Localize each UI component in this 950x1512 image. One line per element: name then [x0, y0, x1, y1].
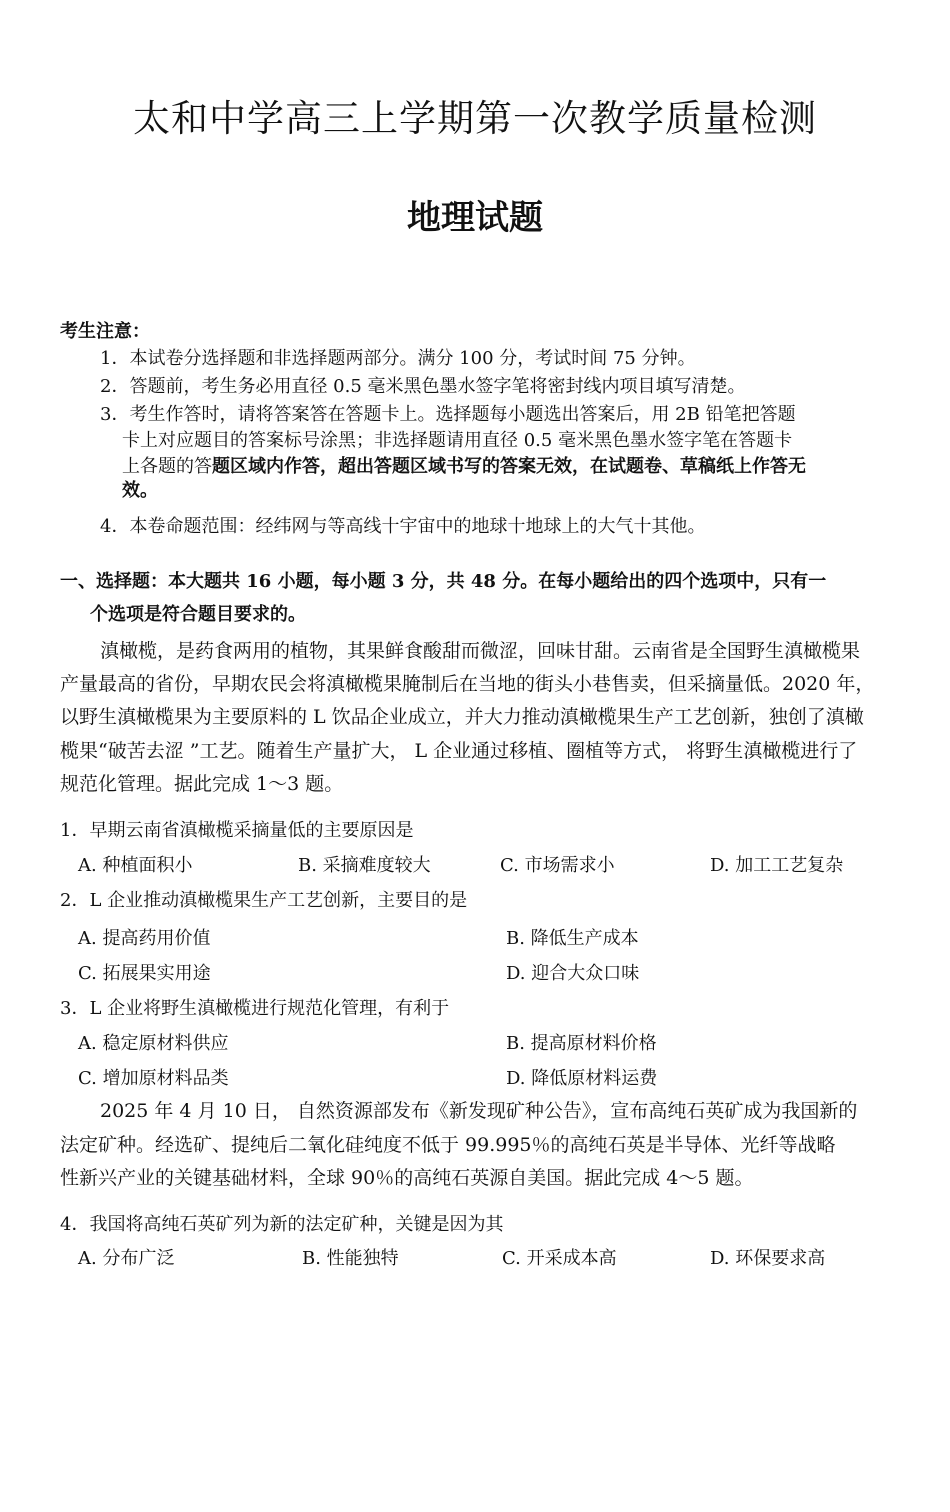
question-4-option-c: C. 开采成本高: [502, 1248, 617, 1269]
passage1-line-1: 滇橄榄，是药食两用的植物，其果鲜食酸甜而微涩，回味甘甜。云南省是全国野生滇橄榄果: [100, 640, 861, 662]
exam-title: 太和中学高三上学期第一次教学质量检测: [133, 97, 817, 140]
section-heading: 一、选择题：本大题共 16 小题，每小题 3 分，共 48 分。在每小题给出的四个选项中，只有一: [60, 571, 827, 592]
question-2-option-c: C. 拓展果实用途: [78, 963, 211, 984]
question-4-option-b: B. 性能独特: [302, 1248, 399, 1269]
notice-item-3-end: 效。: [122, 480, 158, 501]
passage1-line-5: 规范化管理。据此完成 1～3 题。: [60, 773, 344, 795]
passage2-line-2: 法定矿种。经选矿、提纯后二氧化硅纯度不低于 99.995％的高纯石英是半导体、光纤等战略: [60, 1134, 836, 1156]
question-4-option-d: D. 环保要求高: [710, 1248, 826, 1269]
question-3-option-a: A. 稳定原材料供应: [78, 1033, 229, 1054]
passage1-line-4: 榄果“破苦去涩 ”工艺。随着生产量扩大， L 企业通过移植、圈植等方式， 将野生滇橄榄进行了: [60, 740, 858, 762]
notice-item-2: 2．答题前，考生务必用直径 0.5 毫米黑色墨水签字笔将密封线内项目填写清楚。: [100, 376, 746, 397]
question-3-option-c: C. 增加原材料品类: [78, 1068, 229, 1089]
question-2-stem: 2．L 企业推动滇橄榄果生产工艺创新，主要目的是: [60, 890, 468, 911]
passage1-line-3: 以野生滇橄榄果为主要原料的 L 饮品企业成立，并大力推动滇橄榄果生产工艺创新，独创了滇橄: [60, 706, 864, 728]
subject-title: 地理试题: [407, 198, 543, 238]
question-2-option-d: D. 迎合大众口味: [506, 963, 640, 984]
question-1-stem: 1．早期云南省滇橄榄采摘量低的主要原因是: [60, 820, 414, 841]
question-1-option-b: B. 采摘难度较大: [298, 855, 431, 876]
section-heading-cont: 个选项是符合题目要求的。: [90, 604, 306, 625]
question-4-stem: 4．我国将高纯石英矿列为新的法定矿种，关键是因为其: [60, 1214, 504, 1235]
notice-item-3-cont: 卡上对应题目的答案标号涂黑；非选择题请用直径 0.5 毫米黑色墨水签字笔在答题卡: [122, 430, 793, 451]
question-1-option-a: A. 种植面积小: [78, 855, 193, 876]
notice-item-3-cont2: [122, 452, 806, 478]
question-3-option-b: B. 提高原材料价格: [506, 1033, 657, 1054]
question-4-option-a: A. 分布广泛: [78, 1248, 175, 1269]
notice-heading: 考生注意：: [60, 321, 150, 342]
question-2-option-b: B. 降低生产成本: [506, 928, 639, 949]
question-2-option-a: A. 提高药用价值: [78, 928, 211, 949]
passage1-line-2: 产量最高的省份，早期农民会将滇橄榄果腌制后在当地的街头小巷售卖，但采摘量低。2020 年，: [60, 673, 875, 695]
question-3-stem: 3．L 企业将野生滇橄榄进行规范化管理，有利于: [60, 998, 450, 1019]
passage2-line-1: 2025 年 4 月 10 日， 自然资源部发布《新发现矿种公告》，宣布高纯石英矿成为我国新的: [100, 1100, 858, 1122]
question-3-option-d: D. 降低原材料运费: [506, 1068, 658, 1089]
notice-item-3: 3．考生作答时，请将答案答在答题卡上。选择题每小题选出答案后，用 2B 铅笔把答题: [100, 404, 796, 425]
question-1-option-c: C. 市场需求小: [500, 855, 615, 876]
notice-item-4: 4．本卷命题范围：经纬网与等高线十宇宙中的地球十地球上的大气十其他。: [100, 516, 706, 537]
notice-item-3-bold: 题区域内作答，超出答题区域书写的答案无效，在试题卷、草稿纸上作答无: [212, 456, 806, 477]
notice-item-1: 1．本试卷分选择题和非选择题两部分。满分 100 分，考试时间 75 分钟。: [100, 348, 696, 369]
notice-item-3-plain: 上各题的答: [122, 456, 212, 477]
question-1-option-d: D. 加工工艺复杂: [710, 855, 844, 876]
passage2-line-3: 性新兴产业的关键基础材料，全球 90％的高纯石英源自美国。据此完成 4～5 题。: [60, 1167, 754, 1189]
